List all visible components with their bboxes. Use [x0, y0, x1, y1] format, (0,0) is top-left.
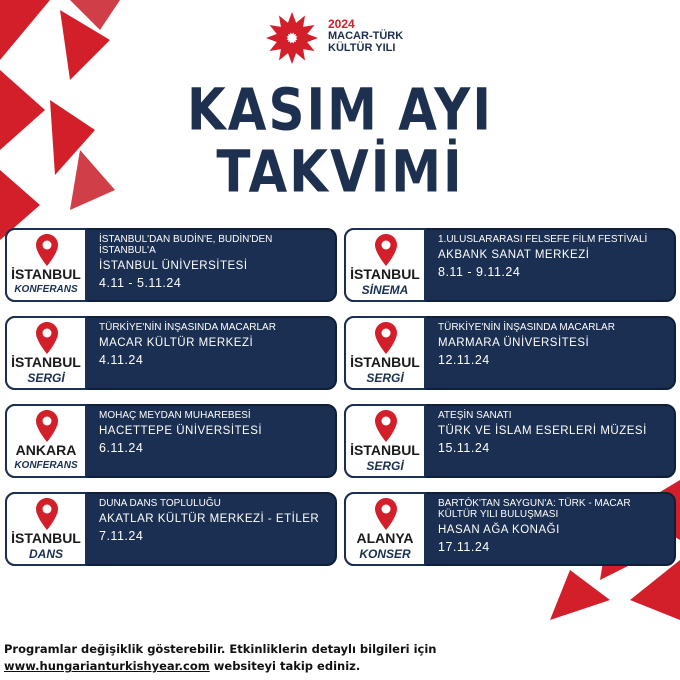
event-city: İSTANBUL [11, 266, 81, 282]
event-card[interactable] [5, 316, 337, 390]
map-pin-icon [36, 498, 58, 530]
event-card[interactable] [5, 228, 337, 302]
event-date: 17.11.24 [438, 540, 490, 554]
event-details [438, 498, 666, 560]
event-details [438, 410, 666, 472]
culture-year-logo [262, 8, 422, 68]
event-details [99, 234, 327, 296]
event-card[interactable] [5, 492, 337, 566]
page-title-line1: KASIM AYI [187, 76, 493, 144]
map-pin-icon [36, 234, 58, 266]
event-title: TÜRKİYE'NİN İNŞASINDA MACARLAR [99, 322, 276, 333]
event-title: BARTÓK'TAN SAYGUN'A: TÜRK - MACAR KÜLTÜR YILI BULUŞMASI [438, 498, 631, 520]
event-city: İSTANBUL [350, 442, 420, 458]
event-city: İSTANBUL [350, 354, 420, 370]
event-venue: HACETTEPE ÜNİVERSİTESİ [99, 425, 263, 437]
map-pin-icon [375, 234, 397, 266]
website-link[interactable]: www.hungarianturkishyear.com [4, 659, 210, 673]
event-city: İSTANBUL [350, 266, 420, 282]
event-type: SERGİ [27, 371, 65, 385]
event-city: İSTANBUL [11, 354, 81, 370]
event-date: 7.11.24 [99, 529, 144, 543]
event-location-tab [5, 228, 87, 302]
event-card[interactable] [344, 316, 676, 390]
event-details [99, 498, 327, 560]
event-city: ALANYA [356, 530, 414, 546]
event-location-tab [5, 404, 87, 478]
event-type: DANS [28, 547, 63, 561]
event-type: KONFERANS [14, 460, 78, 471]
map-pin-icon [375, 410, 397, 442]
event-title: DUNA DANS TOPLULUĞU [99, 498, 221, 509]
event-venue: MARMARA ÜNİVERSİTESİ [438, 337, 590, 349]
map-pin-icon [36, 322, 58, 354]
event-type: SERGİ [366, 371, 404, 385]
event-date: 4.11 - 5.11.24 [99, 276, 182, 290]
event-date: 15.11.24 [438, 441, 490, 455]
map-pin-icon [375, 322, 397, 354]
logo-line1: MACAR-TÜRK [328, 30, 404, 42]
event-card[interactable] [344, 492, 676, 566]
event-card[interactable] [344, 404, 676, 478]
event-date: 4.11.24 [99, 353, 144, 367]
logo-line2: KÜLTÜR YILI [328, 42, 396, 54]
event-details [99, 410, 327, 472]
logo-text [328, 18, 403, 54]
event-details [438, 322, 666, 384]
event-date: 12.11.24 [438, 353, 490, 367]
event-date: 6.11.24 [99, 441, 144, 455]
event-type: KONSER [359, 547, 411, 561]
footer-line1: Programlar değişiklik gösterebilir. Etkinliklerin detaylı bilgileri için [4, 642, 437, 656]
event-details [99, 322, 327, 384]
event-details [438, 234, 666, 296]
event-venue: İSTANBUL ÜNİVERSİTESİ [99, 260, 248, 272]
event-date: 8.11 - 9.11.24 [438, 265, 521, 279]
map-pin-icon [36, 410, 58, 442]
event-location-tab [344, 492, 426, 566]
event-title: İSTANBUL'DAN BUDİN'E, BUDİN'DEN İSTANBUL'A [99, 234, 273, 256]
event-location-tab [5, 492, 87, 566]
event-venue: AKATLAR KÜLTÜR MERKEZİ - ETİLER [99, 513, 320, 525]
footer-line2: websiteyi takip ediniz. [209, 659, 361, 673]
logo-year: 2024 [328, 17, 355, 31]
event-card[interactable] [5, 404, 337, 478]
event-venue: AKBANK SANAT MERKEZİ [438, 249, 590, 261]
footer-note [4, 641, 464, 675]
event-location-tab [344, 228, 426, 302]
event-location-tab [344, 404, 426, 478]
map-pin-icon [375, 498, 397, 530]
event-location-tab [344, 316, 426, 390]
event-venue: MACAR KÜLTÜR MERKEZİ [99, 337, 254, 349]
event-title: ATEŞİN SANATI [438, 410, 512, 421]
event-card[interactable] [344, 228, 676, 302]
event-title: MOHAÇ MEYDAN MUHAREBESİ [99, 410, 251, 421]
event-city: ANKARA [15, 442, 77, 458]
event-type: SERGİ [366, 459, 404, 473]
rosette-icon [262, 8, 322, 68]
event-city: İSTANBUL [11, 530, 81, 546]
page-title-line2: TAKVİMİ [216, 138, 464, 206]
event-venue: TÜRK VE İSLAM ESERLERİ MÜZESİ [438, 425, 647, 437]
event-title: TÜRKİYE'NİN İNŞASINDA MACARLAR [438, 322, 615, 333]
event-location-tab [5, 316, 87, 390]
event-type: KONFERANS [14, 284, 78, 295]
event-title: 1.ULUSLARARASI FELSEFE FİLM FESTİVALİ [438, 234, 648, 245]
event-type: SİNEMA [361, 283, 409, 297]
event-venue: HASAN AĞA KONAĞI [438, 524, 560, 536]
